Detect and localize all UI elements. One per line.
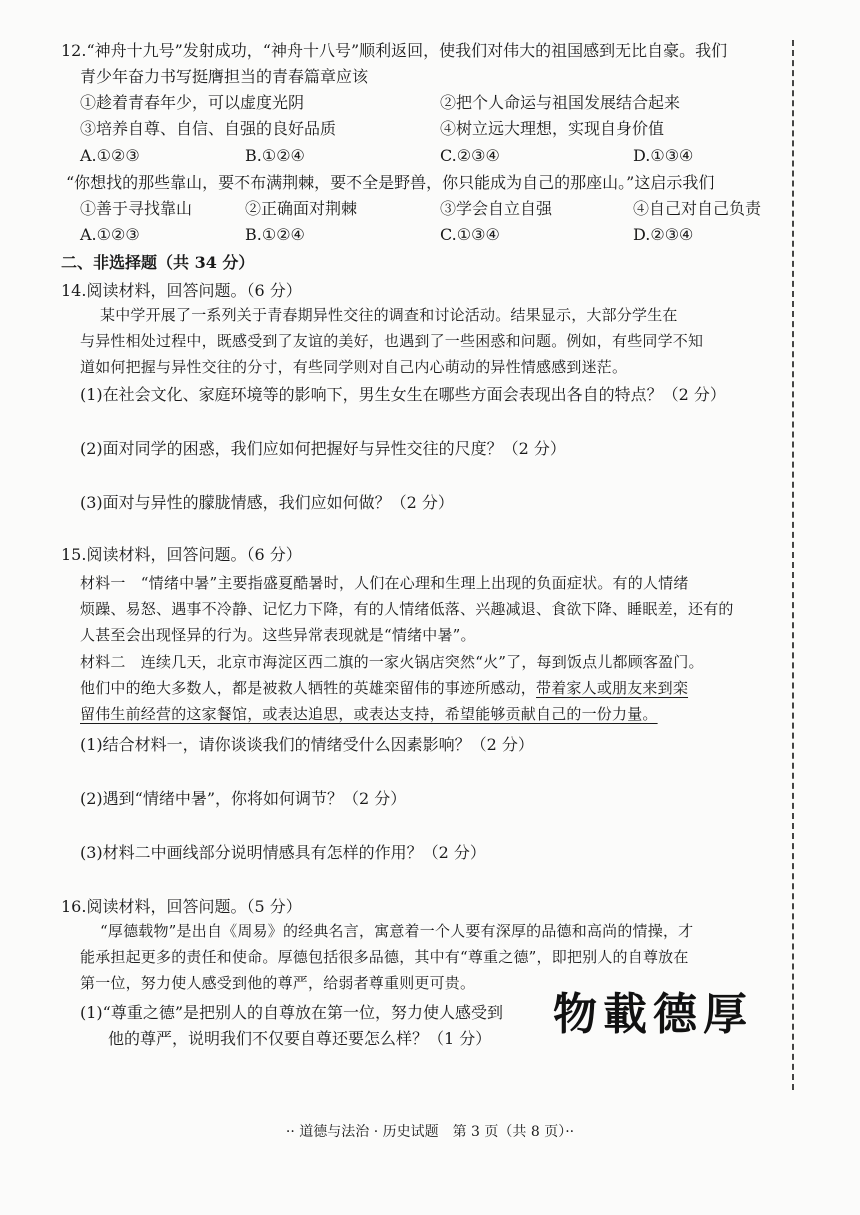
q14-material-line2: 与异性相处过程中，既感受到了友谊的美好，也遇到了一些困惑和问题。例如，有些同学不知 [80,332,704,350]
q15-material2-line2 [80,677,688,699]
q15-underline-segment: 带着家人或朋友来到栾 [536,679,689,697]
q13-choice-a: A.①②③ [80,225,140,244]
q13-stem: “你想找的那些靠山，要不布满荆棘，要不全是野兽，你只能成为自己的那座山。”这启示我们 [66,173,715,192]
q15-material1-line2: 烦躁、易怒、遇事不冷静、记忆力下降，有的人情绪低落、兴趣减退、食欲下降、睡眠差，还有的 [80,600,734,618]
q13-option-2: ②正确面对荆棘 [245,199,358,218]
q12-option-4: ④树立远大理想，实现自身价值 [440,119,665,138]
q13-option-3: ③学会自立自强 [440,199,553,218]
q16-material-line2: 能承担起更多的责任和使命。厚德包括很多品德，其中有“尊重之德”，即把别人的自尊放在 [80,948,689,966]
q12-choice-a: A.①②③ [80,146,140,165]
q12-choice-b: B.①②④ [245,146,305,165]
q14-material-line1: 某中学开展了一系列关于青春期异性交往的调查和讨论活动。结果显示，大部分学生在 [100,306,678,324]
q16-heading: 16.阅读材料，回答问题。（5 分） [61,897,302,916]
binding-dashed-line [792,40,794,1090]
q15-heading: 15.阅读材料，回答问题。（6 分） [61,545,302,564]
q16-subquestion-1-line2: 他的尊严，说明我们不仅要自尊还要怎么样？（1 分） [108,1029,492,1048]
q13-option-4: ④自己对自己负责 [633,199,762,218]
q14-material-line3: 道如何把握与异性交往的分寸，有些同学则对自己内心萌动的异性情感感到迷茫。 [80,358,628,376]
q13-option-1: ①善于寻找靠山 [80,199,193,218]
q13-choice-b: B.①②④ [245,225,305,244]
q15-material2-underlined-text: 他们中的绝大多数人，都是被救人牺牲的英雄栾留伟的事迹所感动，带着家人或朋友来到栾 [80,679,689,697]
q12-option-2: ②把个人命运与祖国发展结合起来 [440,93,681,112]
q15-material2-underlined-line: 留伟生前经营的这家餐馆，或表达追思，或表达支持，希望能够贡献自己的一份力量。 [80,705,658,723]
q15-subquestion-1: (1)结合材料一，请你谈谈我们的情绪受什么因素影响？（2 分） [80,735,534,754]
q16-material-line1: “厚德载物”是出自《周易》的经典名言，寓意着一个人要有深厚的品德和高尚的情操，才 [100,922,694,940]
q12-option-3: ③培养自尊、自信、自强的良好品质 [80,119,337,138]
q14-heading: 14.阅读材料，回答问题。（6 分） [61,281,302,300]
q12-stem-line1: 12.“神舟十九号”发射成功，“神舟十八号”顺利返回，使我们对伟大的祖国感到无比自豪。我们 [61,41,728,60]
q12-stem-line2: 青少年奋力书写挺膺担当的青春篇章应该 [80,67,369,86]
q12-option-1: ①趁着青春年少，可以虚度光阴 [80,93,305,112]
q16-material-line3: 第一位，努力使人感受到他的尊严，给弱者尊重则更可贵。 [80,974,476,992]
q15-material2-line1: 材料二 连续几天，北京市海淀区西二旗的一家火锅店突然“火”了，每到饭点儿都顾客盈门。 [80,653,704,671]
q13-choice-c: C.①③④ [440,225,500,244]
q13-choice-d: D.②③④ [633,225,694,244]
q12-choice-c: C.②③④ [440,146,500,165]
q14-subquestion-3: (3)面对与异性的朦胧情感，我们应如何做？（2 分） [80,493,454,512]
q12-choice-d: D.①③④ [633,146,694,165]
q15-subquestion-2: (2)遇到“情绪中暑”，你将如何调节？（2 分） [80,789,407,808]
page-footer: ·· 道德与法治 · 历史试题 第 3 页（共 8 页）·· [285,1124,575,1140]
q14-subquestion-1: (1)在社会文化、家庭环境等的影响下，男生女生在哪些方面会表现出各自的特点？（2 分） [80,385,726,404]
q14-subquestion-2: (2)面对同学的困惑，我们应如何把握好与异性交往的尺度？（2 分） [80,439,566,458]
section-heading: 二、非选择题（共 34 分） [61,253,255,272]
q16-subquestion-1-line1: (1)“尊重之德”是把别人的自尊放在第一位，努力使人感受到 [80,1003,504,1022]
q15-material1-line3: 人甚至会出现怪异的行为。这些异常表现就是“情绪中暑”。 [80,626,476,644]
q15-material1-line1: 材料一 “情绪中暑”主要指盛夏酷暑时，人们在心理和生理上出现的负面症状。有的人情绪 [80,574,689,592]
q15-subquestion-3: (3)材料二中画线部分说明情感具有怎样的作用？（2 分） [80,843,486,862]
calligraphy-image: 物載德厚 [553,989,753,1040]
